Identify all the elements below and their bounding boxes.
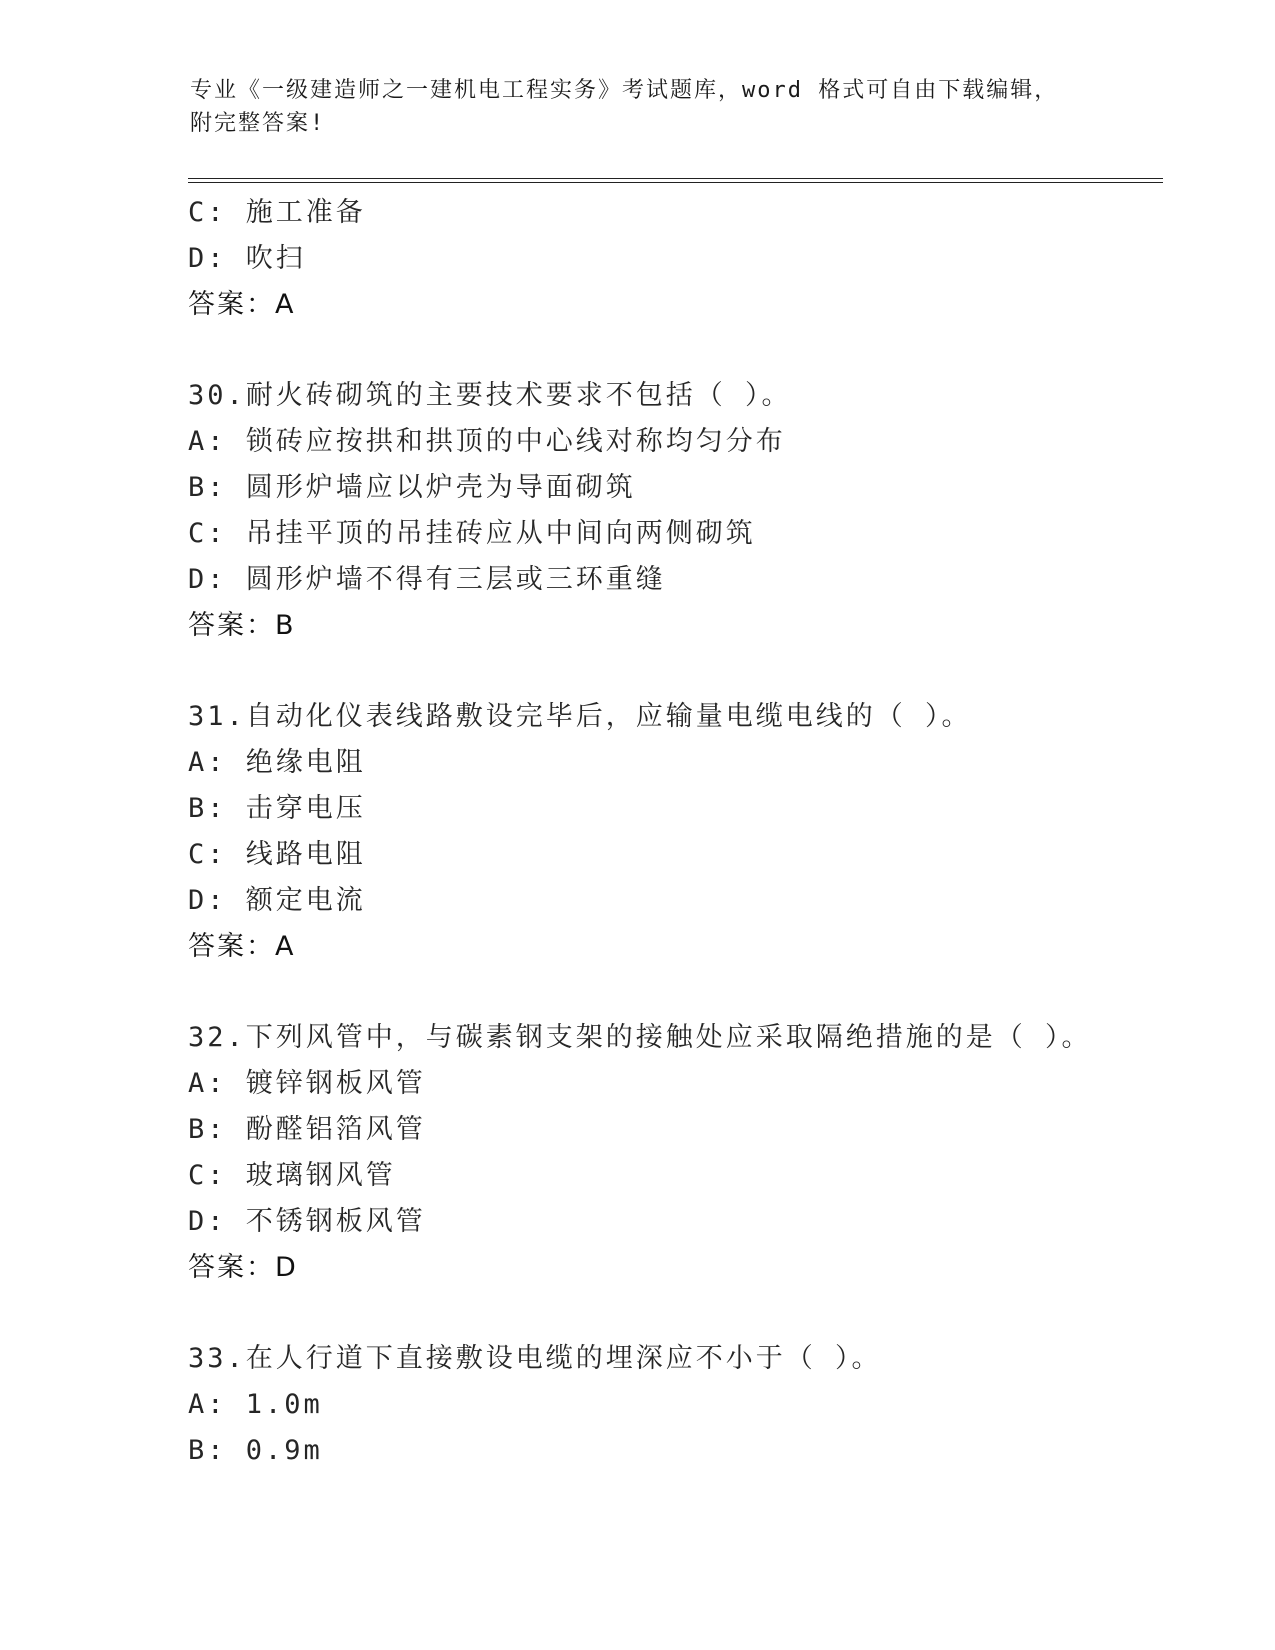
question-stem: 31.自动化仪表线路敷设完毕后，应输量电缆电线的（ ）。: [188, 701, 972, 732]
option-b: B: 0.9m: [188, 1435, 323, 1466]
question-stem: 32.下列风管中，与碳素钢支架的接触处应采取隔绝措施的是（ ）。: [188, 1022, 1092, 1053]
page-header: [190, 74, 1090, 140]
option-b: B: 圆形炉墙应以炉壳为导面砌筑: [188, 472, 636, 503]
question-content: [188, 190, 1168, 1474]
answer-line: 答案：B: [188, 610, 296, 641]
header-line-1: 专业《一级建造师之一建机电工程实务》考试题库，word 格式可自由下载编辑，: [190, 78, 1059, 103]
option-a: A: 镀锌钢板风管: [188, 1068, 426, 1099]
question-stem: 30.耐火砖砌筑的主要技术要求不包括（ ）。: [188, 380, 792, 411]
option-c: C: 线路电阻: [188, 839, 366, 870]
answer-line: 答案：D: [188, 1252, 298, 1283]
answer-line: 答案：A: [188, 931, 296, 962]
option-a: A: 绝缘电阻: [188, 747, 366, 778]
spacer: [188, 649, 1168, 694]
question-30: [188, 373, 1168, 649]
question-29-continued: [188, 190, 1168, 328]
header-line-2: 附完整答案!: [190, 111, 326, 136]
option-b: B: 击穿电压: [188, 793, 366, 824]
option-d: D: 吹扫: [188, 243, 306, 274]
question-32: [188, 1015, 1168, 1291]
option-d: D: 额定电流: [188, 885, 366, 916]
spacer: [188, 328, 1168, 373]
question-33: [188, 1336, 1168, 1474]
answer-line: 答案：A: [188, 289, 296, 320]
spacer: [188, 970, 1168, 1015]
question-stem: 33.在人行道下直接敷设电缆的埋深应不小于（ ）。: [188, 1343, 882, 1374]
option-a: A: 锁砖应按拱和拱顶的中心线对称均匀分布: [188, 426, 786, 457]
option-c: C: 吊挂平顶的吊挂砖应从中间向两侧砌筑: [188, 518, 756, 549]
header-double-rule: [188, 178, 1163, 183]
option-a: A: 1.0m: [188, 1389, 323, 1420]
option-c: C: 玻璃钢风管: [188, 1160, 396, 1191]
option-c: C: 施工准备: [188, 197, 366, 228]
option-d: D: 圆形炉墙不得有三层或三环重缝: [188, 564, 666, 595]
spacer: [188, 1291, 1168, 1336]
option-d: D: 不锈钢板风管: [188, 1206, 426, 1237]
option-b: B: 酚醛铝箔风管: [188, 1114, 426, 1145]
question-31: [188, 694, 1168, 970]
